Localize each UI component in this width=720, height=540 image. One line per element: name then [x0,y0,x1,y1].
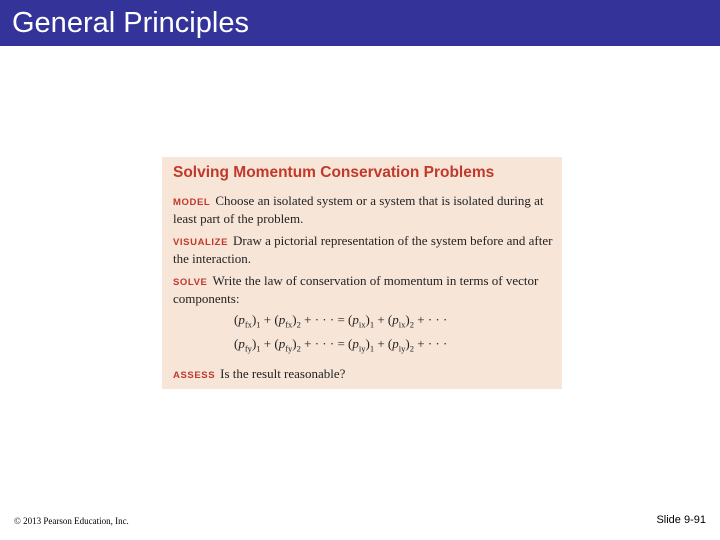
solve-step [173,273,553,307]
eq-x-sub-2: fx [285,319,293,330]
model-step [173,193,553,227]
eq-x-term-3: p [352,312,359,327]
eq-x-sub-1: fx [244,319,252,330]
eq-y-term-1: p [238,336,245,351]
eq-x-term-2: p [278,312,286,327]
slide-number: Slide 9-91 [656,514,706,526]
eq-y-term-4: p [392,336,399,351]
eq-x-sub-4: ix [398,319,406,330]
eq-y-sub-1: fy [244,343,252,354]
slide-title: General Principles [12,7,249,39]
eq-x-term-1: p [238,312,245,327]
strategy-box [162,157,562,389]
title-bar [0,0,720,46]
assess-step [173,366,553,384]
eq-x-term-4: p [392,312,399,327]
assess-text: Is the result reasonable? [220,366,346,381]
eq-y-term-2: p [278,336,286,351]
eq-y-term-3: p [352,336,359,351]
solve-text: Write the law of conservation of momentum in terms of vector components: [173,273,539,306]
eq-x-sub-3: ix [358,319,366,330]
model-label: MODEL [173,197,211,208]
visualize-step [173,233,553,267]
assess-label: ASSESS [173,370,216,381]
box-title: Solving Momentum Conservation Problems [173,164,495,181]
eq-y-sub-4: iy [398,343,406,354]
eq-y-sub-2: fy [285,343,293,354]
copyright-notice: © 2013 Pearson Education, Inc. [14,516,129,526]
equation-x: $(p_{fx})_1 + (p_{fx})_2$ + · · · = $(p_{ix})_1 + (p_{ix})_2$ + · · · [234,312,448,330]
model-text: Choose an isolated system or a system that is isolated during at least part of the problem. [173,193,544,226]
visualize-label: VISUALIZE [173,237,229,248]
equation-y: $(p_{fy})_1 + (p_{fy})_2$ + · · · = $(p_{iy})_1 + (p_{iy})_2$ + · · · [234,336,448,354]
visualize-text: Draw a pictorial representation of the system before and after the interaction. [173,233,553,266]
eq-y-sub-3: iy [358,343,366,354]
solve-label: SOLVE [173,277,208,288]
